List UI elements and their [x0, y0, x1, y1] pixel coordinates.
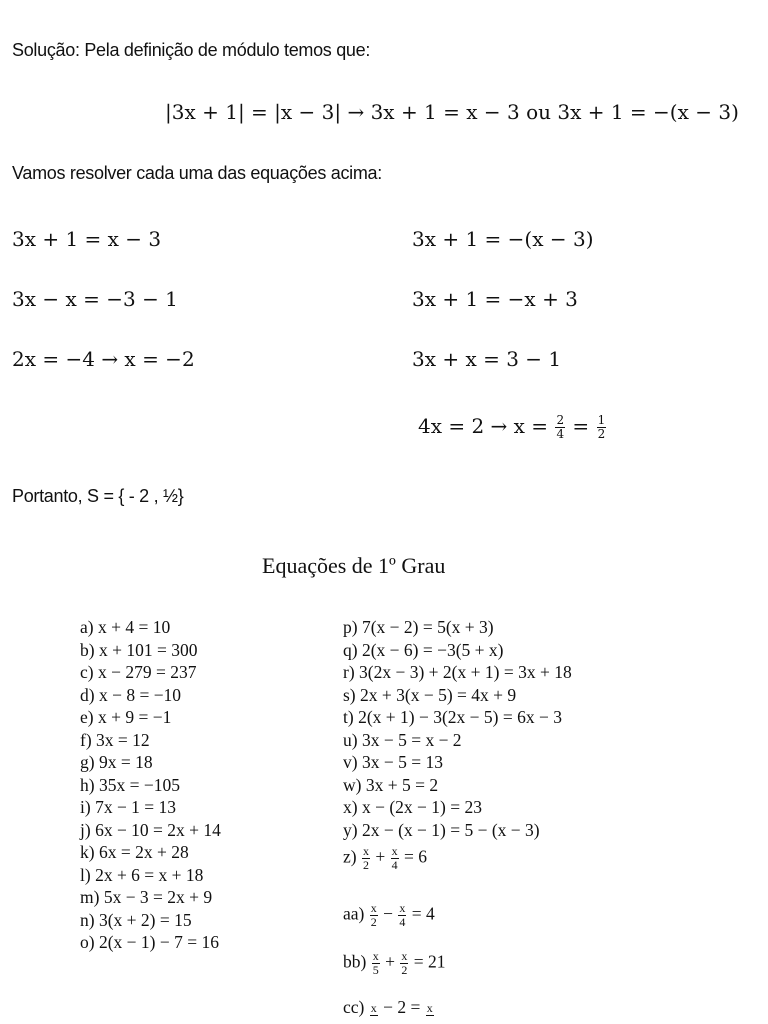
exercise-j: j) 6x − 10 = 2x + 14	[80, 819, 221, 840]
exercise-w: w) 3x + 5 = 2	[343, 774, 439, 795]
exercise-g: g) 9x = 18	[80, 752, 153, 772]
exercise-c: c) x − 279 = 237	[80, 662, 197, 682]
exercise-m: m) 5x − 3 = 2x + 9	[80, 887, 213, 907]
exercises-title: Equações de 1º Grau	[262, 553, 446, 578]
exercise-v: v) 3x − 5 = 13	[343, 752, 443, 772]
right-step-1: 3x + 1 = −(x − 3)	[412, 227, 594, 251]
modulus-equation: |3x + 1| = |x − 3| → 3x + 1 = x − 3 ou 3x + 1 = −(x − 3)	[165, 100, 739, 124]
exercise-q: q) 2(x − 6) = −3(5 + x)	[343, 639, 504, 660]
right-step-3: 3x + x = 3 − 1	[412, 347, 562, 371]
exercise-f: f) 3x = 12	[80, 729, 150, 750]
conclusion: Portanto, S = { - 2 , ½}	[12, 486, 184, 506]
exercise-y: y) 2x − (x − 1) = 5 − (x − 3)	[343, 819, 540, 840]
exercise-o: o) 2(x − 1) − 7 = 16	[80, 932, 219, 952]
exercise-h: h) 35x = −105	[80, 774, 180, 795]
fraction-2-4: $\frac{2}{4}$	[556, 413, 565, 441]
exercise-i: i) 7x − 1 = 13	[80, 797, 177, 817]
exercise-column-1	[80, 616, 221, 954]
solution-intro: Solução: Pela definição de módulo temos que:	[12, 40, 371, 60]
exercise-aa: aa) $\frac{x}{2}$ − $\frac{x}{4}$ = 4	[343, 901, 435, 929]
exercise-e: e) x + 9 = −1	[80, 707, 172, 727]
exercise-n: n) 3(x + 2) = 15	[80, 909, 192, 930]
exercise-l: l) 2x + 6 = x + 18	[80, 864, 204, 885]
right-step-2: 3x + 1 = −x + 3	[412, 287, 578, 311]
exercise-bb: bb) $\frac{x}{5}$ + $\frac{x}{2}$ = 21	[343, 949, 446, 977]
exercise-x: x) x − (2x − 1) = 23	[343, 797, 482, 817]
exercise-r: r) 3(2x − 3) + 2(x + 1) = 3x + 18	[343, 662, 572, 682]
exercise-s: s) 2x + 3(x − 5) = 4x + 9	[343, 684, 517, 705]
exercise-cc: cc) x − 2 = x	[343, 997, 433, 1017]
left-step-1: 3x + 1 = x − 3	[12, 227, 162, 251]
left-step-3: 2x = −4 → x = −2	[12, 347, 195, 371]
left-step-2: 3x − x = −3 − 1	[12, 287, 178, 311]
right-step-4: 4x = 2 → x = $\frac{2}{4}$ = $\frac{1}{2}$	[418, 413, 606, 441]
exercise-a: a) x + 4 = 10	[80, 617, 171, 637]
exercise-u: u) 3x − 5 = x − 2	[343, 729, 462, 750]
exercise-d: d) x − 8 = −10	[80, 684, 182, 705]
exercise-t: t) 2(x + 1) − 3(2x − 5) = 6x − 3	[343, 707, 562, 727]
resolve-text: Vamos resolver cada uma das equações acima:	[12, 163, 382, 183]
fraction-1-2: $\frac{1}{2}$	[597, 413, 606, 441]
exercise-k: k) 6x = 2x + 28	[80, 842, 189, 862]
exercise-column-2	[343, 616, 572, 841]
exercise-z: z) $\frac{x}{2}$ + $\frac{x}{4}$ = 6	[343, 844, 427, 872]
exercise-b: b) x + 101 = 300	[80, 639, 198, 660]
exercise-p: p) 7(x − 2) = 5(x + 3)	[343, 617, 494, 637]
